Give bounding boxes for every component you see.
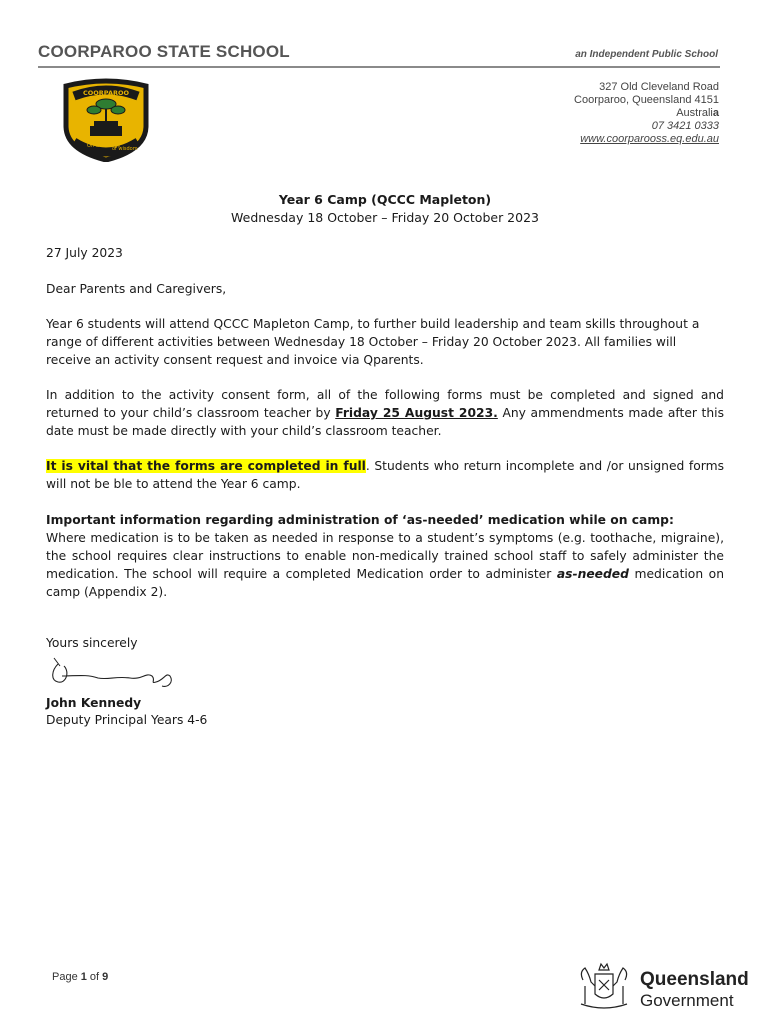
signer-role: Deputy Principal Years 4-6	[46, 713, 208, 727]
address-street: 327 Old Cleveland Road	[599, 81, 719, 93]
school-name: COORPAROO STATE SCHOOL	[38, 42, 290, 61]
logo-top-text: COORPAROO	[82, 89, 130, 97]
letter-closing: Yours sincerely	[46, 636, 138, 650]
school-website-link[interactable]: www.coorparooss.eq.edu.au	[580, 133, 719, 145]
header-divider	[38, 66, 720, 68]
letter-date: 27 July 2023	[46, 246, 123, 260]
as-needed-emphasis: as-needed	[556, 567, 629, 581]
paragraph-medication: Important information regarding administration of ‘as-needed’ medication while on camp: Where medication is to be taken as needed in response to a student’s symptoms (e.g. toothache, migraine), the school requires clear instructions to enable non-medically trained school staff to safely administer the medication. The school will require a completed Medication order to administer as-needed medication on camp (Appendix 2).	[46, 513, 724, 599]
handwritten-signature	[46, 654, 178, 690]
medication-heading: Important information regarding administration of ‘as-needed’ medication while on camp:	[46, 513, 674, 527]
school-crest-logo	[60, 78, 152, 162]
forms-deadline: Friday 25 August 2023.	[335, 406, 498, 420]
paragraph-vital-notice: It is vital that the forms are completed in full. Students who return incomplete and /or unsigned forms will not be ble to attend the Year 6 camp.	[46, 459, 724, 491]
school-tagline: an Independent Public School	[575, 49, 718, 60]
logo-motto-left: On the wings	[87, 143, 120, 149]
highlighted-warning: It is vital that the forms are completed in full	[46, 459, 366, 473]
letter-subtitle: Wednesday 18 October – Friday 20 October 2023	[231, 210, 539, 225]
queensland-coat-of-arms-icon	[573, 960, 635, 1014]
letter-title: Year 6 Camp (QCCC Mapleton)	[278, 192, 492, 207]
paragraph-forms: In addition to the activity consent form, all of the following forms must be completed and signed and returned to your child’s classroom teacher by Friday 25 August 2023. Any ammendments made after this date must be made directly with your child’s classroom teacher.	[46, 388, 724, 438]
logo-motto-right: of wisdom	[112, 146, 138, 152]
signer-name: John Kennedy	[46, 696, 142, 710]
government-wordmark: Government	[640, 991, 734, 1010]
address-suburb: Coorparoo, Queensland 4151	[574, 94, 719, 106]
school-address	[574, 81, 719, 146]
queensland-wordmark: Queensland	[640, 969, 749, 990]
paragraph-camp-intro: Year 6 students will attend QCCC Mapleton Camp, to further build leadership and team skills throughout a range of different activities between Wednesday 18 October – Friday 20 October 2023. All families will receive an activity consent request and invoice via Qparents.	[46, 317, 700, 367]
address-country: Australia	[676, 107, 719, 119]
address-phone: 07 3421 0333	[651, 120, 719, 132]
letter-greeting: Dear Parents and Caregivers,	[46, 282, 227, 296]
page-indicator: Page 1 of 9	[52, 971, 109, 983]
